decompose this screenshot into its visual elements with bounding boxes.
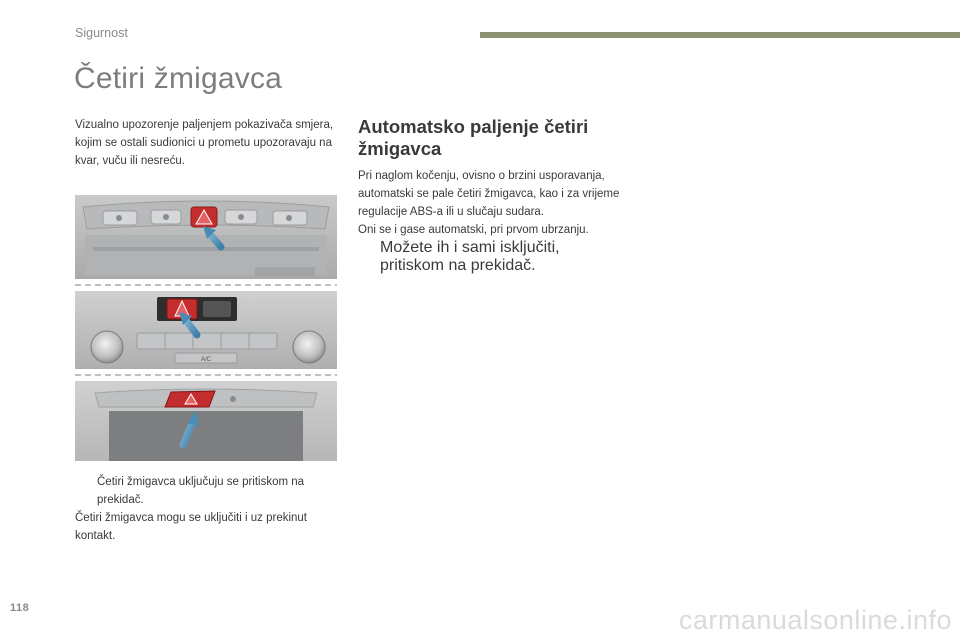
page-number: 118: [10, 602, 30, 614]
climate-knob-right: [293, 331, 325, 363]
watermark-text: carmanualsonline.info: [678, 605, 952, 635]
section-label: Sigurnost: [75, 26, 128, 40]
bullet-marker: [75, 473, 97, 509]
bullet-item: [358, 239, 620, 275]
right-paragraph-2: Oni se i gase automatski, pri prvom ubrzanju.: [358, 224, 589, 236]
panel-2-photo: [75, 291, 337, 369]
ac-button-label: A/C: [200, 357, 212, 363]
right-paragraph-1: Pri naglom kočenju, ovisno o brzini usporavanja, automatski se pale četiri žmigavca, kao i za vrijeme regulacije ABS-a ili u slučaju sudara.: [358, 170, 620, 218]
header-accent-bar: [480, 32, 960, 38]
bullet-item: [75, 473, 340, 509]
bottom-text-block: [75, 473, 340, 545]
climate-knob-left: [91, 331, 123, 363]
intro-paragraph: Vizualno upozorenje paljenjem pokazivača smjera, kojim se ostali sudionici u prometu upozoravaju na kvar, vuču ili nesreću.: [75, 119, 334, 167]
panel-1-photo: [75, 195, 337, 279]
sub-heading: Automatsko paljenje četiri žmigavca: [358, 116, 589, 159]
bottom-paragraph: Četiri žmigavca mogu se uključiti i uz prekinut kontakt.: [75, 512, 308, 542]
page-title: Četiri žmigavca: [74, 62, 283, 95]
bullet-text: Četiri žmigavca uključuju se pritiskom na prekidač.: [97, 476, 305, 506]
bullet-marker: [358, 239, 380, 275]
bullet-text: Možete ih i sami isključiti, pritiskom na prekidač.: [380, 239, 560, 274]
right-column: [358, 116, 620, 275]
hazard-switch-figure: [75, 195, 337, 461]
panel-3-photo: [75, 381, 337, 461]
